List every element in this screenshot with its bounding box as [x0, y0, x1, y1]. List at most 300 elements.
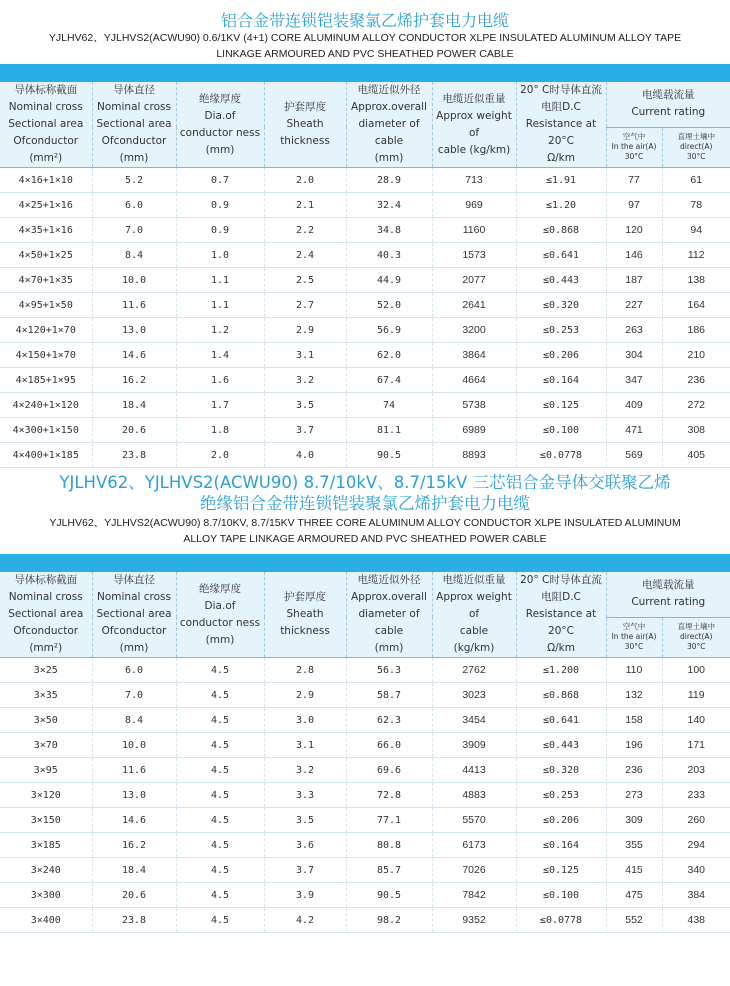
- table-cell: 2077: [432, 268, 516, 293]
- table-cell: 196: [606, 733, 662, 758]
- table-cell: ≤0.868: [516, 683, 606, 708]
- table-row: [0, 293, 730, 318]
- table-cell: 203: [662, 758, 730, 783]
- table-cell: 4×70+1×35: [0, 268, 92, 293]
- section-2-subtitle-line2: ALLOY TAPE LINKAGE ARMOURED AND PVC SHEATHED POWER CABLE: [183, 533, 547, 545]
- table-cell: 72.8: [346, 783, 432, 808]
- header-dc-resistance-line: 电阻D.C: [541, 591, 581, 603]
- table-cell: 34.8: [346, 218, 432, 243]
- table-cell: 7.0: [92, 683, 176, 708]
- table-cell: 4×150+1×70: [0, 343, 92, 368]
- table-cell: 85.7: [346, 858, 432, 883]
- header-overall-diameter-line: 电缆近似外径: [357, 574, 421, 586]
- table-cell: 713: [432, 168, 516, 193]
- table-cell: 3×50: [0, 708, 92, 733]
- table-cell: 66.0: [346, 733, 432, 758]
- header-insulation-thickness-line: 绝缘厚度: [199, 92, 241, 105]
- section-1-title: 铝合金带连锁铠装聚氯乙烯护套电力电缆: [220, 11, 509, 30]
- table-cell: 272: [662, 393, 730, 418]
- header-dc-resistance-line: Ω/km: [547, 152, 575, 164]
- header-current-rating-line: 电缆载流量: [642, 579, 695, 592]
- table-cell: 1.7: [176, 393, 264, 418]
- table-cell: 4.5: [176, 908, 264, 933]
- table-cell: 4×50+1×25: [0, 243, 92, 268]
- table-cell: 438: [662, 908, 730, 933]
- header-current-rating: [606, 572, 730, 617]
- table-cell: 52.0: [346, 293, 432, 318]
- table-cell: 304: [606, 343, 662, 368]
- table-cell: 4.5: [176, 708, 264, 733]
- header-conductor-diameter-line: Nominal cross: [97, 591, 171, 603]
- header-sheath-thickness-line: thickness: [280, 135, 330, 147]
- header-weight-line: 电缆近似重量: [442, 92, 506, 105]
- table-cell: 7842: [432, 883, 516, 908]
- table-cell: 347: [606, 368, 662, 393]
- spec-table-1: [0, 82, 730, 468]
- table-cell: 2.0: [176, 443, 264, 468]
- table-cell: 3.3: [264, 783, 346, 808]
- header-weight-line: 电缆近似重量: [442, 574, 506, 586]
- table-cell: 4664: [432, 368, 516, 393]
- header-insulation-thickness-line: (mm): [205, 633, 235, 646]
- table-cell: 18.4: [92, 393, 176, 418]
- table-cell: 4883: [432, 783, 516, 808]
- header-conductor-area: [0, 82, 92, 168]
- table-cell: 2.7: [264, 293, 346, 318]
- table-cell: ≤0.0778: [516, 443, 606, 468]
- header-current-in-air-line: 空气中: [622, 132, 646, 142]
- table-cell: 2.9: [264, 318, 346, 343]
- table-cell: 69.6: [346, 758, 432, 783]
- table-cell: 1573: [432, 243, 516, 268]
- table-cell: 4×300+1×150: [0, 418, 92, 443]
- table-cell: 273: [606, 783, 662, 808]
- table-cell: 4×120+1×70: [0, 318, 92, 343]
- table-cell: ≤1.91: [516, 168, 606, 193]
- section-2-header-bar: [0, 554, 730, 572]
- header-weight-line: cable (kg/km): [437, 143, 511, 156]
- table-cell: 3×120: [0, 783, 92, 808]
- table-cell: 1.8: [176, 418, 264, 443]
- table-cell: 8.4: [92, 708, 176, 733]
- table-cell: 2762: [432, 658, 516, 683]
- table-cell: 4.5: [176, 733, 264, 758]
- table-row: [0, 168, 730, 193]
- header-dc-resistance: [516, 82, 606, 168]
- table-cell: 44.9: [346, 268, 432, 293]
- table-cell: 3×95: [0, 758, 92, 783]
- table-cell: 1.6: [176, 368, 264, 393]
- table-cell: 3.5: [264, 393, 346, 418]
- table-cell: 3.9: [264, 883, 346, 908]
- header-conductor-diameter-line: Ofconductor: [101, 625, 167, 637]
- header-current-rating-line: 电缆载流量: [642, 89, 695, 102]
- header-conductor-area-line: (mm²): [29, 152, 63, 164]
- header-conductor-diameter-line: Sectional area: [96, 608, 172, 620]
- table-cell: 4.5: [176, 758, 264, 783]
- header-current-rating-line: Current rating: [631, 106, 706, 119]
- table-cell: 355: [606, 833, 662, 858]
- section-1: [0, 0, 730, 468]
- table-cell: 90.5: [346, 443, 432, 468]
- header-conductor-area-line: 导体标称截面: [14, 84, 78, 96]
- section-2: [0, 468, 730, 933]
- table-cell: 3×150: [0, 808, 92, 833]
- table-cell: ≤0.100: [516, 883, 606, 908]
- header-insulation-thickness-line: (mm): [205, 143, 235, 156]
- header-current-direct-buried-line: 30°C: [686, 152, 706, 162]
- header-overall-diameter-line: Approx.overall: [351, 101, 427, 113]
- table-cell: ≤0.868: [516, 218, 606, 243]
- header-current-direct-buried-line: 直埋土壤中: [677, 132, 715, 142]
- table-cell: 2.9: [264, 683, 346, 708]
- table-row: [0, 758, 730, 783]
- header-dc-resistance: [516, 572, 606, 658]
- header-current-rating: [606, 82, 730, 127]
- table-cell: 3.7: [264, 418, 346, 443]
- table-cell: ≤0.206: [516, 808, 606, 833]
- spec-table-2: [0, 572, 730, 933]
- table-cell: 4×35+1×16: [0, 218, 92, 243]
- table-cell: ≤0.125: [516, 393, 606, 418]
- header-weight-line: cable: [459, 625, 489, 637]
- table-cell: 3×35: [0, 683, 92, 708]
- table-cell: 2.8: [264, 658, 346, 683]
- header-insulation-thickness-line: 绝缘厚度: [199, 582, 241, 595]
- header-insulation-thickness: [176, 82, 264, 168]
- table-cell: 32.4: [346, 193, 432, 218]
- table-cell: 14.6: [92, 343, 176, 368]
- table-cell: 7026: [432, 858, 516, 883]
- table-row: [0, 883, 730, 908]
- table-row: [0, 783, 730, 808]
- table-cell: ≤0.253: [516, 318, 606, 343]
- table-cell: 58.7: [346, 683, 432, 708]
- table-row: [0, 683, 730, 708]
- table-row: [0, 343, 730, 368]
- table-cell: 132: [606, 683, 662, 708]
- header-conductor-area-line: 导体标称截面: [14, 574, 78, 586]
- table-cell: 112: [662, 243, 730, 268]
- header-weight: [432, 82, 516, 168]
- table-cell: 81.1: [346, 418, 432, 443]
- table-row: [0, 268, 730, 293]
- table-cell: 140: [662, 708, 730, 733]
- table-cell: 2.5: [264, 268, 346, 293]
- table-row: [0, 808, 730, 833]
- header-current-in-air: [606, 617, 662, 657]
- table-cell: 2.0: [264, 168, 346, 193]
- table-cell: 62.0: [346, 343, 432, 368]
- table-cell: 20.6: [92, 883, 176, 908]
- table-cell: 56.9: [346, 318, 432, 343]
- header-conductor-area-line: Nominal cross: [8, 101, 83, 113]
- table-row: [0, 858, 730, 883]
- table-cell: 4.0: [264, 443, 346, 468]
- table-cell: 3.1: [264, 733, 346, 758]
- section-2-title-line1: YJLHV62、YJLHVS2(ACWU90) 8.7/10kV、8.7/15kV 三芯铝合金导体交联聚乙烯: [59, 473, 671, 492]
- table-cell: 0.9: [176, 193, 264, 218]
- section-1-header-bar: [0, 64, 730, 82]
- header-conductor-diameter-line: (mm): [119, 642, 149, 654]
- table-cell: 5738: [432, 393, 516, 418]
- header-weight: [432, 572, 516, 658]
- table-cell: 236: [606, 758, 662, 783]
- table-cell: 18.4: [92, 858, 176, 883]
- table-cell: 187: [606, 268, 662, 293]
- header-conductor-area-line: Sectional area: [8, 608, 84, 620]
- table-cell: 3×240: [0, 858, 92, 883]
- table-cell: 227: [606, 293, 662, 318]
- header-dc-resistance-line: Resistance at: [525, 118, 597, 130]
- header-insulation-thickness-line: conductor ness: [179, 616, 261, 629]
- header-conductor-area-line: Ofconductor: [13, 135, 79, 147]
- table-row: [0, 908, 730, 933]
- header-conductor-diameter-line: Nominal cross: [97, 101, 171, 113]
- table-cell: 77.1: [346, 808, 432, 833]
- header-conductor-diameter-line: (mm): [119, 152, 149, 164]
- header-conductor-area-line: Sectional area: [8, 118, 84, 130]
- table-cell: 233: [662, 783, 730, 808]
- header-sheath-thickness: [264, 82, 346, 168]
- table-row: [0, 393, 730, 418]
- header-sheath-thickness-line: 护套厚度: [284, 591, 326, 603]
- table-cell: 1.2: [176, 318, 264, 343]
- table-cell: 471: [606, 418, 662, 443]
- header-current-direct-buried: [662, 127, 730, 167]
- table-cell: 3.0: [264, 708, 346, 733]
- table-cell: 1.1: [176, 293, 264, 318]
- header-current-in-air-line: In the air(A): [611, 142, 657, 152]
- table-cell: 4413: [432, 758, 516, 783]
- table-cell: 3×70: [0, 733, 92, 758]
- table-cell: 138: [662, 268, 730, 293]
- header-conductor-diameter-line: Ofconductor: [101, 135, 167, 147]
- table-cell: 5570: [432, 808, 516, 833]
- header-sheath-thickness-line: thickness: [280, 625, 330, 637]
- table-cell: 0.7: [176, 168, 264, 193]
- header-dc-resistance-line: Resistance at: [525, 608, 597, 620]
- table-cell: 4.2: [264, 908, 346, 933]
- header-current-direct-buried-line: 直埋土壤中: [677, 622, 715, 632]
- table-cell: 40.3: [346, 243, 432, 268]
- table-cell: 1.4: [176, 343, 264, 368]
- table-cell: 9352: [432, 908, 516, 933]
- section-2-title-line2: 绝缘铝合金带连锁铠装聚氯乙烯护套电力电缆: [200, 494, 530, 513]
- header-insulation-thickness: [176, 572, 264, 658]
- header-weight-line: (kg/km): [453, 642, 495, 654]
- table-cell: ≤0.443: [516, 733, 606, 758]
- table-cell: 8.4: [92, 243, 176, 268]
- table-cell: 171: [662, 733, 730, 758]
- table-row: [0, 833, 730, 858]
- header-current-direct-buried-line: 30°C: [686, 642, 706, 652]
- table-row: [0, 658, 730, 683]
- table-cell: 3.1: [264, 343, 346, 368]
- table-cell: 4.5: [176, 783, 264, 808]
- table-cell: 10.0: [92, 733, 176, 758]
- header-dc-resistance-line: 20°C: [548, 135, 574, 147]
- table-row: [0, 418, 730, 443]
- table-row: [0, 443, 730, 468]
- table-cell: ≤0.206: [516, 343, 606, 368]
- table-cell: ≤0.0778: [516, 908, 606, 933]
- header-conductor-diameter: [92, 572, 176, 658]
- table-row: [0, 318, 730, 343]
- table-cell: 97: [606, 193, 662, 218]
- header-dc-resistance-line: 20°C: [548, 625, 574, 637]
- header-conductor-area-line: Ofconductor: [13, 625, 79, 637]
- table-cell: 552: [606, 908, 662, 933]
- table-cell: 475: [606, 883, 662, 908]
- table-cell: 4.5: [176, 833, 264, 858]
- section-2-title: [0, 468, 730, 514]
- table-cell: 3.5: [264, 808, 346, 833]
- table-cell: 405: [662, 443, 730, 468]
- header-conductor-area: [0, 572, 92, 658]
- table-cell: ≤0.641: [516, 243, 606, 268]
- header-sheath-thickness-line: 护套厚度: [284, 101, 326, 113]
- table-cell: 62.3: [346, 708, 432, 733]
- header-weight-line: Approx weight of: [436, 109, 512, 139]
- header-current-direct-buried-line: direct(A): [680, 142, 713, 152]
- table-cell: 4.5: [176, 658, 264, 683]
- table-cell: 4×400+1×185: [0, 443, 92, 468]
- table-cell: 11.6: [92, 758, 176, 783]
- table-cell: 309: [606, 808, 662, 833]
- section-2-subtitle: [0, 514, 730, 554]
- table-cell: 384: [662, 883, 730, 908]
- table-cell: 3.2: [264, 758, 346, 783]
- table-cell: 4.5: [176, 858, 264, 883]
- table-cell: 2.4: [264, 243, 346, 268]
- table-cell: 56.3: [346, 658, 432, 683]
- table-cell: 16.2: [92, 368, 176, 393]
- table-cell: 146: [606, 243, 662, 268]
- table-cell: 28.9: [346, 168, 432, 193]
- table-cell: 3200: [432, 318, 516, 343]
- table-cell: 20.6: [92, 418, 176, 443]
- table-cell: 2.1: [264, 193, 346, 218]
- section-2-subtitle-line1: YJLHV62、YJLHVS2(ACWU90) 8.7/10KV, 8.7/15KV THREE CORE ALUMINUM ALLOY CONDUCTOR XLPE INSULATED ALUMINUM: [49, 517, 681, 529]
- header-dc-resistance-line: 20° C时导体直流: [520, 574, 602, 586]
- table-cell: 969: [432, 193, 516, 218]
- table-cell: 16.2: [92, 833, 176, 858]
- header-dc-resistance-line: Ω/km: [547, 642, 575, 654]
- table-cell: 78: [662, 193, 730, 218]
- table-cell: 210: [662, 343, 730, 368]
- header-current-rating-line: Current rating: [631, 596, 706, 609]
- table-cell: ≤0.320: [516, 758, 606, 783]
- table-cell: 77: [606, 168, 662, 193]
- table-cell: 2641: [432, 293, 516, 318]
- table-cell: 119: [662, 683, 730, 708]
- table-cell: 7.0: [92, 218, 176, 243]
- table-cell: ≤0.125: [516, 858, 606, 883]
- header-conductor-area-line: (mm²): [29, 642, 63, 654]
- table-cell: 11.6: [92, 293, 176, 318]
- table-row: [0, 708, 730, 733]
- table-cell: 263: [606, 318, 662, 343]
- header-overall-diameter-line: 电缆近似外径: [357, 84, 421, 96]
- header-overall-diameter: [346, 572, 432, 658]
- table-cell: ≤0.164: [516, 368, 606, 393]
- table-cell: 3.6: [264, 833, 346, 858]
- table-cell: 569: [606, 443, 662, 468]
- table-cell: 6173: [432, 833, 516, 858]
- table-cell: 3×300: [0, 883, 92, 908]
- table-row: [0, 218, 730, 243]
- header-current-direct-buried-line: direct(A): [680, 632, 713, 642]
- header-sheath-thickness-line: Sheath: [286, 118, 324, 130]
- header-current-direct-buried: [662, 617, 730, 657]
- table-cell: 3×400: [0, 908, 92, 933]
- table-cell: 415: [606, 858, 662, 883]
- table-row: [0, 193, 730, 218]
- table-cell: 4×25+1×16: [0, 193, 92, 218]
- table-cell: 6.0: [92, 658, 176, 683]
- table-cell: 14.6: [92, 808, 176, 833]
- table-cell: 80.8: [346, 833, 432, 858]
- table-cell: 158: [606, 708, 662, 733]
- table-cell: 1.0: [176, 243, 264, 268]
- table-cell: ≤0.320: [516, 293, 606, 318]
- table-cell: 0.9: [176, 218, 264, 243]
- table-cell: 110: [606, 658, 662, 683]
- table-cell: 90.5: [346, 883, 432, 908]
- table-cell: 340: [662, 858, 730, 883]
- table-cell: 4×185+1×95: [0, 368, 92, 393]
- table-cell: 4.5: [176, 683, 264, 708]
- table-cell: 409: [606, 393, 662, 418]
- header-current-in-air-line: In the air(A): [611, 632, 657, 642]
- header-conductor-diameter-line: 导体直径: [113, 84, 155, 96]
- table-cell: 186: [662, 318, 730, 343]
- section-1-subtitle-line1: YJLHV62、YJLHVS2(ACWU90) 0.6/1KV (4+1) CORE ALUMINUM ALLOY CONDUCTOR XLPE INSULATED ALUMINUM ALLOY TAPE: [48, 32, 682, 44]
- table-row: [0, 243, 730, 268]
- table-cell: 10.0: [92, 268, 176, 293]
- header-dc-resistance-line: 20° C时导体直流: [520, 84, 602, 96]
- table-cell: 236: [662, 368, 730, 393]
- table-cell: 67.4: [346, 368, 432, 393]
- header-overall-diameter-line: (mm): [374, 642, 404, 654]
- table-cell: 98.2: [346, 908, 432, 933]
- table-cell: 61: [662, 168, 730, 193]
- table-cell: ≤0.443: [516, 268, 606, 293]
- table-cell: ≤0.253: [516, 783, 606, 808]
- header-current-in-air: [606, 127, 662, 167]
- header-current-in-air-line: 空气中: [622, 622, 646, 632]
- table-cell: ≤1.20: [516, 193, 606, 218]
- table-cell: 3454: [432, 708, 516, 733]
- table-cell: 23.8: [92, 443, 176, 468]
- table-cell: ≤0.164: [516, 833, 606, 858]
- header-current-in-air-line: 30°C: [624, 642, 644, 652]
- header-overall-diameter-line: (mm): [374, 152, 404, 164]
- header-insulation-thickness-line: Dia.of: [204, 109, 236, 122]
- header-insulation-thickness-line: conductor ness: [179, 126, 261, 139]
- table-cell: 4×240+1×120: [0, 393, 92, 418]
- table-cell: 3.2: [264, 368, 346, 393]
- table-cell: 3×25: [0, 658, 92, 683]
- header-sheath-thickness-line: Sheath: [286, 608, 324, 620]
- table-row: [0, 368, 730, 393]
- header-current-in-air-line: 30°C: [624, 152, 644, 162]
- table-cell: 13.0: [92, 318, 176, 343]
- table-cell: 4×95+1×50: [0, 293, 92, 318]
- header-overall-diameter: [346, 82, 432, 168]
- header-sheath-thickness: [264, 572, 346, 658]
